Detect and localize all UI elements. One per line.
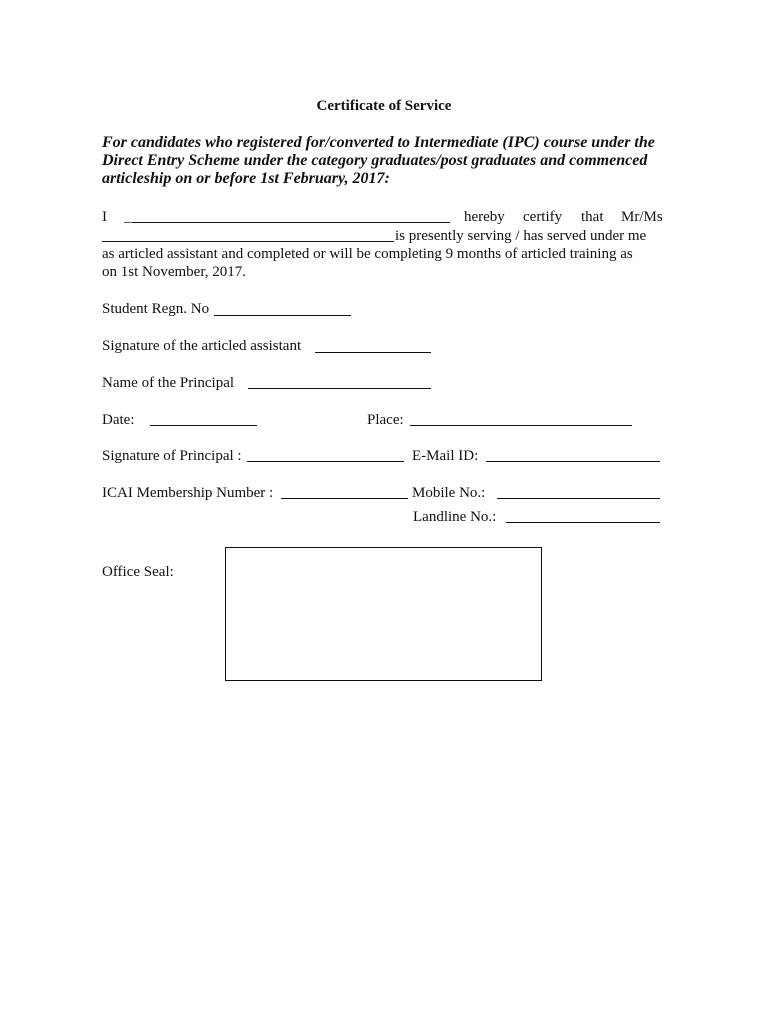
certify-word-that: that: [581, 209, 604, 225]
student-regn-field[interactable]: [214, 315, 351, 316]
landline-field[interactable]: [506, 522, 660, 523]
signature-assistant-label: Signature of the articled assistant: [102, 338, 302, 354]
date-label: Date:: [102, 412, 135, 428]
landline-label: Landline No.:: [413, 509, 497, 525]
icai-membership-field[interactable]: [281, 498, 408, 499]
document-title: Certificate of Service: [316, 98, 452, 114]
signature-assistant-field[interactable]: [315, 352, 431, 353]
assistant-name-field[interactable]: [102, 241, 394, 242]
signature-principal-field[interactable]: [247, 461, 404, 462]
email-field[interactable]: [486, 461, 660, 462]
intro-line-1: For candidates who registered for/converted to Intermediate (IPC) course under the: [102, 134, 655, 151]
intro-paragraph: [102, 134, 682, 188]
mobile-label: Mobile No.:: [412, 485, 486, 501]
name-principal-field[interactable]: [248, 388, 431, 389]
place-label: Place:: [367, 412, 404, 428]
icai-membership-label: ICAI Membership Number :: [102, 485, 274, 501]
mobile-field[interactable]: [497, 498, 660, 499]
intro-line-2: Direct Entry Scheme under the category graduates/post graduates and commenced: [102, 152, 648, 169]
student-regn-label: Student Regn. No: [102, 301, 210, 317]
name-principal-label: Name of the Principal: [102, 375, 235, 391]
certify-line-3: as articled assistant and completed or will be completing 9 months of articled training as: [102, 246, 633, 262]
certify-line-4: on 1st November, 2017.: [102, 264, 246, 280]
signature-principal-label: Signature of Principal :: [102, 448, 242, 464]
intro-line-3: articleship on or before 1st February, 2017:: [102, 170, 390, 187]
certify-i-label: I: [102, 209, 107, 225]
certify-i-underscore: _: [124, 209, 132, 225]
email-label: E-Mail ID:: [412, 448, 479, 464]
certify-word-mrms: Mr/Ms: [621, 209, 663, 225]
certify-serving-text: is presently serving / has served under me: [395, 228, 647, 244]
certify-word-hereby: hereby: [464, 209, 505, 225]
date-field[interactable]: [150, 425, 257, 426]
office-seal-box[interactable]: [225, 547, 542, 681]
certifier-name-field[interactable]: [132, 222, 450, 223]
office-seal-label: Office Seal:: [102, 564, 174, 580]
certify-word-certify: certify: [523, 209, 563, 225]
place-field[interactable]: [410, 425, 632, 426]
